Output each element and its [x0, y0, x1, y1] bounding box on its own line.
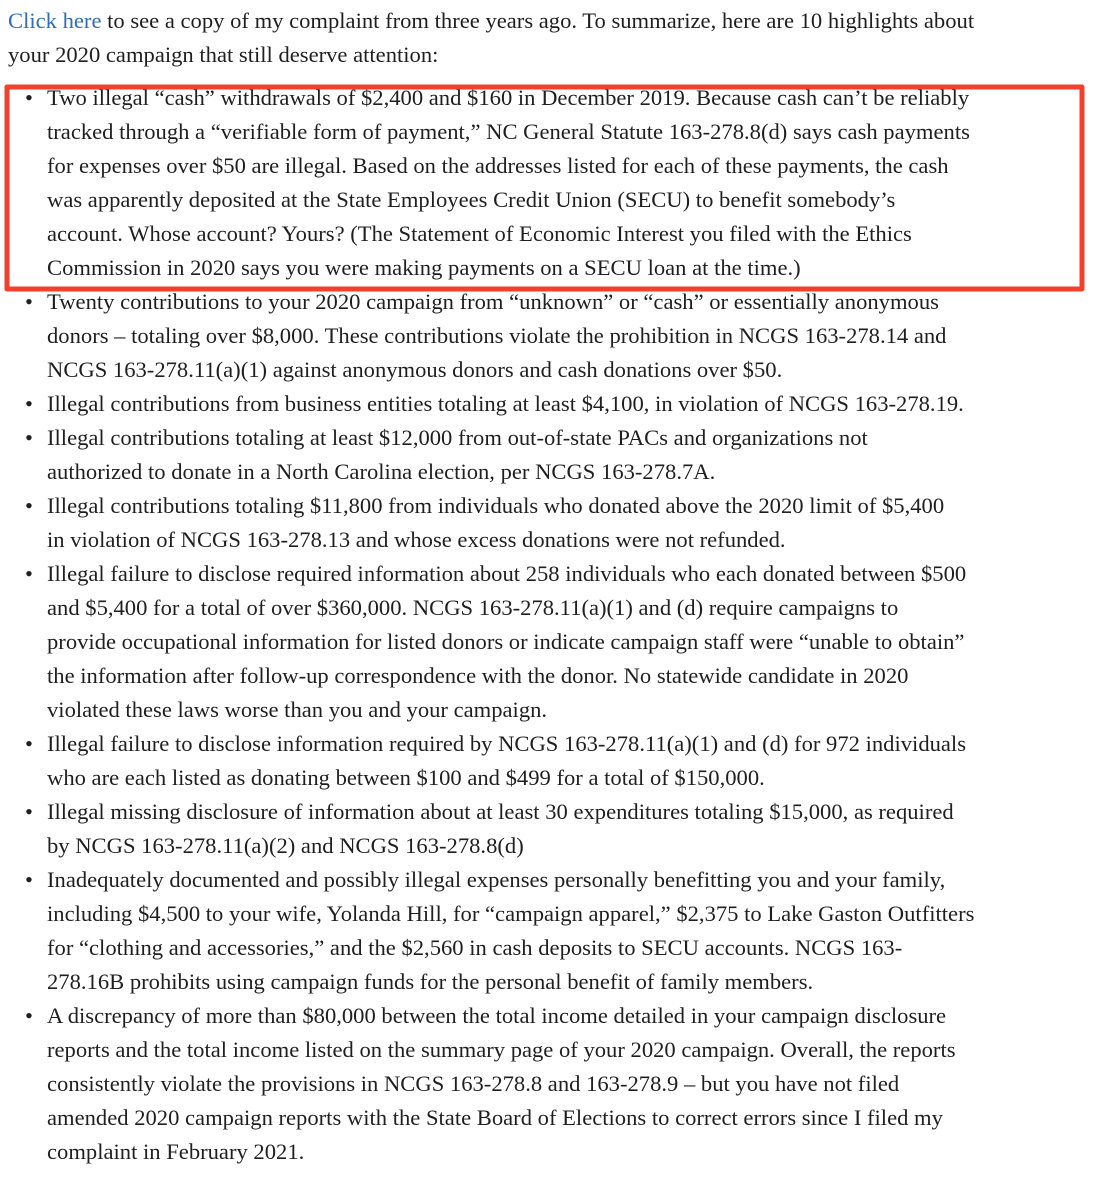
highlight-item: [8, 387, 1112, 421]
bullet-icon: •: [25, 1003, 33, 1028]
highlight-line: Illegal failure to disclose required information about 258 individuals who each donated between $500: [47, 561, 967, 586]
click-here-link[interactable]: Click here: [8, 8, 102, 33]
highlight-line: donors – totaling over $8,000. These contributions violate the prohibition in NCGS 163-278.14 and: [47, 323, 947, 348]
highlights-list: [8, 81, 1112, 1169]
document-page: [8, 4, 1112, 1169]
bullet-icon: •: [25, 425, 33, 450]
highlight-line: complaint in February 2021.: [47, 1139, 305, 1164]
bullet-icon: •: [25, 867, 33, 892]
highlight-line: was apparently deposited at the State Employees Credit Union (SECU) to benefit somebody’s: [47, 187, 896, 212]
highlight-line: authorized to donate in a North Carolina election, per NCGS 163-278.7A.: [47, 459, 716, 484]
highlight-line: who are each listed as donating between $100 and $499 for a total of $150,000.: [47, 765, 765, 790]
bullet-icon: •: [25, 289, 33, 314]
highlight-line: Illegal missing disclosure of information about at least 30 expenditures totaling $15,000, as required: [47, 799, 954, 824]
bullet-icon: •: [25, 391, 33, 416]
highlight-line: Inadequately documented and possibly illegal expenses personally benefitting you and your family,: [47, 867, 946, 892]
highlight-line: Commission in 2020 says you were making payments on a SECU loan at the time.): [47, 255, 801, 280]
highlight-line: Illegal failure to disclose information required by NCGS 163-278.11(a)(1) and (d) for 972 individuals: [47, 731, 967, 756]
highlight-item: [8, 795, 1112, 863]
intro-paragraph: [8, 4, 1112, 72]
bullet-icon: •: [25, 85, 33, 110]
highlight-line: provide occupational information for listed donors or indicate campaign staff were “unable to obtain”: [47, 629, 965, 654]
highlight-line: Twenty contributions to your 2020 campaign from “unknown” or “cash” or essentially anonymous: [47, 289, 939, 314]
highlight-line: for expenses over $50 are illegal. Based on the addresses listed for each of these payments, the cash: [47, 153, 949, 178]
highlight-line: A discrepancy of more than $80,000 between the total income detailed in your campaign disclosure: [47, 1003, 947, 1028]
highlight-line: reports and the total income listed on the summary page of your 2020 campaign. Overall, the reports: [47, 1037, 956, 1062]
intro-text-line-1: to see a copy of my complaint from three years ago. To summarize, here are 10 highlights about: [101, 8, 975, 33]
highlight-line: account. Whose account? Yours? (The Statement of Economic Interest you filed with the Ethics: [47, 221, 912, 246]
intro-text-line-2: your 2020 campaign that still deserve attention:: [8, 42, 439, 67]
highlight-line: Two illegal “cash” withdrawals of $2,400 and $160 in December 2019. Because cash can’t be reliably: [47, 85, 970, 110]
highlight-item: [8, 557, 1112, 727]
highlight-line: amended 2020 campaign reports with the State Board of Elections to correct errors since I filed my: [47, 1105, 943, 1130]
highlight-line: NCGS 163-278.11(a)(1) against anonymous donors and cash donations over $50.: [47, 357, 783, 382]
highlight-line: for “clothing and accessories,” and the $2,560 in cash deposits to SECU accounts. NCGS 163-: [47, 935, 903, 960]
highlight-item: [8, 727, 1112, 795]
highlight-line: violated these laws worse than you and your campaign.: [47, 697, 548, 722]
highlight-line: Illegal contributions totaling at least $12,000 from out-of-state PACs and organizations not: [47, 425, 868, 450]
highlight-item: [8, 999, 1112, 1169]
highlight-line: including $4,500 to your wife, Yolanda Hill, for “campaign apparel,” $2,375 to Lake Gaston Outfitters: [47, 901, 975, 926]
highlight-item: [8, 863, 1112, 999]
highlight-line: by NCGS 163-278.11(a)(2) and NCGS 163-278.8(d): [47, 833, 524, 858]
bullet-icon: •: [25, 561, 33, 586]
highlight-item: [8, 81, 1112, 285]
bullet-icon: •: [25, 493, 33, 518]
highlight-item: [8, 421, 1112, 489]
highlight-line: Illegal contributions totaling $11,800 from individuals who donated above the 2020 limit of $5,400: [47, 493, 945, 518]
highlight-line: consistently violate the provisions in NCGS 163-278.8 and 163-278.9 – but you have not filed: [47, 1071, 900, 1096]
highlight-line: 278.16B prohibits using campaign funds for the personal benefit of family members.: [47, 969, 814, 994]
highlight-item: [8, 489, 1112, 557]
highlight-line: the information after follow-up correspondence with the donor. No statewide candidate in 2020: [47, 663, 909, 688]
highlight-line: and $5,400 for a total of over $360,000. NCGS 163-278.11(a)(1) and (d) require campaigns to: [47, 595, 899, 620]
highlight-line: Illegal contributions from business entities totaling at least $4,100, in violation of NCGS 163-278.19.: [47, 391, 964, 416]
bullet-icon: •: [25, 799, 33, 824]
highlight-line: tracked through a “verifiable form of payment,” NC General Statute 163-278.8(d) says cash payments: [47, 119, 970, 144]
bullet-icon: •: [25, 731, 33, 756]
highlight-line: in violation of NCGS 163-278.13 and whose excess donations were not refunded.: [47, 527, 786, 552]
highlight-item: [8, 285, 1112, 387]
